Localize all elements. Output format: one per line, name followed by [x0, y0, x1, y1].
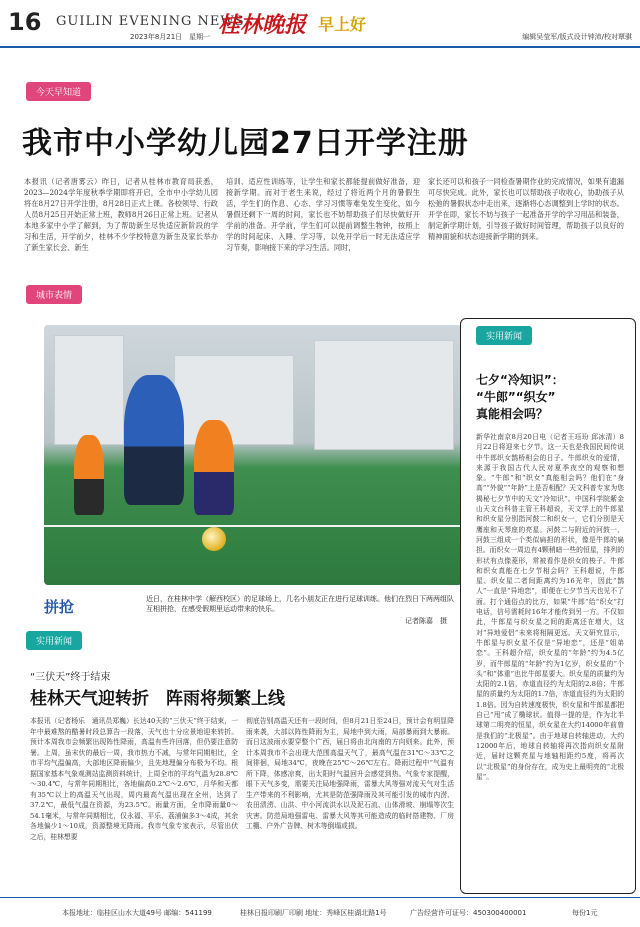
section-title: 早上好 — [318, 15, 367, 34]
sidebar-headline-line2: “牛郎”“织女” — [476, 390, 556, 404]
player-orange — [194, 420, 234, 515]
sidebar-headline-line3: 真能相会吗？ — [476, 407, 549, 421]
weather-kicker: “三伏天”终于结束 — [30, 672, 111, 683]
player-background — [74, 435, 104, 515]
editor-credits: 编辑吴莹军/版式设计钟沛/校对覃骐 — [522, 33, 632, 41]
issue-date: 2023年8月21日 星期一 — [130, 33, 211, 41]
soccer-ball — [202, 527, 226, 551]
lead-headline: 我市中小学幼儿园27日开学注册 — [22, 126, 469, 161]
weather-column-2: 彻底告别高温天还有一段时间，但8月21日至24日，预计会有明显降雨来袭，大部以阵性降雨为主，局地中到大雨，局部暴雨到大暴雨。而日这波雨水要穿整个广西，届日将由北向南的方向则来。此外，预计本周我市不会出现大范围高温天气了，最高气温在31℃～33℃之间徘徊，局地34℃，夜晚在25℃～26℃左右。降雨过程中“气温有所下降，体感凉爽，出太阳时气温回升会感觉到热。气象专家提醒，眼下天气多变，需要关注局地强降雨，雷暴大风等强对流天气对生活生产带来的不利影响，尤其是防范强降雨及其可能引发的城市内涝、农田渍涝、山洪、中小河流洪水以及泥石流、山体滑坡、崩塌等次生灾害。防范局地强雷电、雷暴大风等其可能造成的临时搭建物、厂房工棚、户外广告牌、树木等倒塌或损。 — [246, 717, 454, 830]
weather-headline: 桂林天气迎转折 阵雨将频繁上线 — [30, 689, 285, 709]
photo-title: 拼抢 — [44, 598, 75, 616]
player-blue — [124, 375, 184, 505]
footer-ad-license: 广告经营许可证号：450300400001 — [410, 909, 527, 917]
field-line — [44, 525, 462, 527]
building-right — [314, 340, 454, 450]
caption-text: 近日，在桂林中学（解西校区）的足球场上，几名小朋友正在进行足球训练。他们在烈日下两两组队互相拼抢，在感受假期里运动带来的快乐。 — [146, 595, 454, 613]
footer-address: 本报地址：临桂区山水大道49号 邮编：541199 — [62, 909, 212, 917]
photo-credit: 记者陈嘉 摄 — [405, 617, 447, 625]
building-center — [174, 355, 294, 445]
footer-printer: 桂林日报印刷厂印刷 地址：秀峰区桂湖北路1号 — [240, 909, 387, 917]
masthead — [0, 0, 640, 48]
tag-city-scene: 城市表情 — [26, 285, 82, 304]
page-footer — [0, 897, 640, 927]
sidebar-headline-line1: 七夕“冷知识”： — [476, 373, 564, 387]
lead-column-2: 培训、适应性训练等，让学生和家长都能提前做好准备，迎接新学期。而对于老生来说，经过了将近两个月的暑假生活，学生们的作息、心态、学习习惯等难免发生变化，如今暑假还剩下一周的时间，家长也不妨帮助孩子们尽快做好开学前的准备。开学前，学生们可以提前调整生物钟，按照上学的时间起床、入睡、学习等，以免开学后一时无法适应学习节奏，影响接下来的学习生活。同时， — [226, 177, 420, 252]
lead-column-3: 家长还可以和孩子一同检查暑期作业的完成情况，如果有遗漏可尽快完成。此外，家长也可以帮助孩子收收心，协助孩子从松弛的暑假状态中走出来，逐渐将心态调整到上学时的状态。开学在即，家长不妨与孩子一起准备开学的学习用品和装备，制定新学期计划，引导孩子做好时间管理，帮助孩子以良好的精神面貌和状态迎接新学期的到来。 — [428, 177, 624, 241]
lead-column-1: 本报讯（记者唐雾云）昨日，记者从桂林市教育局获悉，2023—2024学年度秋季学期即将开启，全市中小学幼儿园将在8月27日开学注册，8月28日正式上课。各校领导、行政人员8月25日开始正常上班，教师8月26日正常上班。记者从本地多家中小学了解到，为了帮助新生尽快适应新阶段的学习和生活，开学前夕，桂林不少学校特意为新生及家长举办了新生家长会、新生 — [24, 177, 218, 252]
tag-practical-news-1: 实用新闻 — [476, 326, 532, 345]
soccer-photo — [44, 325, 462, 585]
building-left — [54, 335, 124, 445]
photo-caption — [40, 590, 465, 630]
sidebar-body: 新华社南京8月20日电（记者王珏玢 邱冰清）8月22日将迎来七夕节。这一天也是我国民间传说中牛郎织女鹊桥相会的日子。牛郎织女的爱情，来源于我国古代人民对夏季夜空的观察和想象。“牛郎”和“织女”真能相会吗？他们在“身高”“外貌”“年龄”上是否相配？天文科普专家为您揭秘七夕节中的天文“冷知识”。中国科学院紫金山天文台科普主管王科超说，天文学上的牛郎星和织女星分别指河鼓二和织女一，它们分别是天鹰座和天琴座的亮星。河鼓二与附近的河鼓一、河鼓三组成一个类似扁担的形状，像是牛郎的扁担。而织女一周边有4颗稍暗一些的恒星，排列的形状有点像菱形，常被看作是织女的梭子。牛郎和织女真能在七夕节相会吗？王科超说，牛郎星、织女星二者间距离约为16光年，因此“鹊人”一直是“异地恋”，即便在七夕节当天也见不了面。打个通俗点的比方，如果“牛郎”给“织女”打电话，信号需耗时16年才能传到另一方。不仅如此，牛郎星与织女星之间的距离还在增大，这对“异地爱侣”未来将相隔更远。天文研究显示，牛郎星与织女星不仅是“异地恋”，还是“姐弟恋”。王科超介绍，织女星的“年龄”约为4.5亿岁，而牛郎星的“年龄”约为1亿岁，织女星的“个头”和“体重”也比牛郎星要大。织女星的质量约为太阳的2.1倍，赤道直径约为太阳的2.8倍；牛郎星的质量约为太阳的1.7倍，赤道直径约为太阳的1.8倍。因为自转速度极快，织女星和牛郎星都把自己“甩”成了椭球状。值得一提的是，作为北半球第二明亮的恒星，织女星在大约14000年前曾是我们的“北极星”。由于地球自转轴进动，大约12000年后，地球自转轴将再次指向织女星附近，届时这颗亮星与地轴相距约5度，将再次以“北极星”的身份存在，成为史上最明亮的“北极星”。 — [476, 433, 624, 781]
paper-logo: 桂林晚报 — [218, 12, 307, 38]
tag-today-news: 今天早知道 — [26, 82, 91, 101]
page-number: 16 — [8, 8, 42, 36]
tag-practical-news-2: 实用新闻 — [26, 631, 82, 650]
weather-column-1: 本报讯（记者杨乐 通讯员郑巍）长达40天的“三伏天”终于结束，一年中最难熬的酷暑时段总算告一段落，天气也十分应景地迎来转折。预计本周我市会频繁出现阵性降雨，高温有些许回落，但仍要注意防暑。上周，虽末伏的最后一周，我市热力不减，与常年同期相比，全市平均气温偏高，大部地区降雨偏少，且先地理偏分布极为不均。根据国家基本气象观测站监测资料统计，上周全市的平均气温为28.8℃～30.4℃，与常年同期相比，各地偏高0.2℃～2.6℃，月华和天都有35℃以上的高温天气出现，周内最高气温出现在全州，达到了37.2℃，最低气温在资源，为23.5℃。雨量方面，全市降雨量0～54.1毫米，与常年同期相比，仅永福、平乐、荔浦偏多3～4成，其余各地偏少1～10成，资源整境无降雨。我市气象专家表示，尽管出伏之后，桂林想要 — [30, 717, 238, 841]
paper-name-en: GUILIN EVENING NEWS — [56, 14, 245, 29]
footer-price: 每份1元 — [572, 909, 598, 917]
sidebar-headline — [476, 372, 564, 423]
